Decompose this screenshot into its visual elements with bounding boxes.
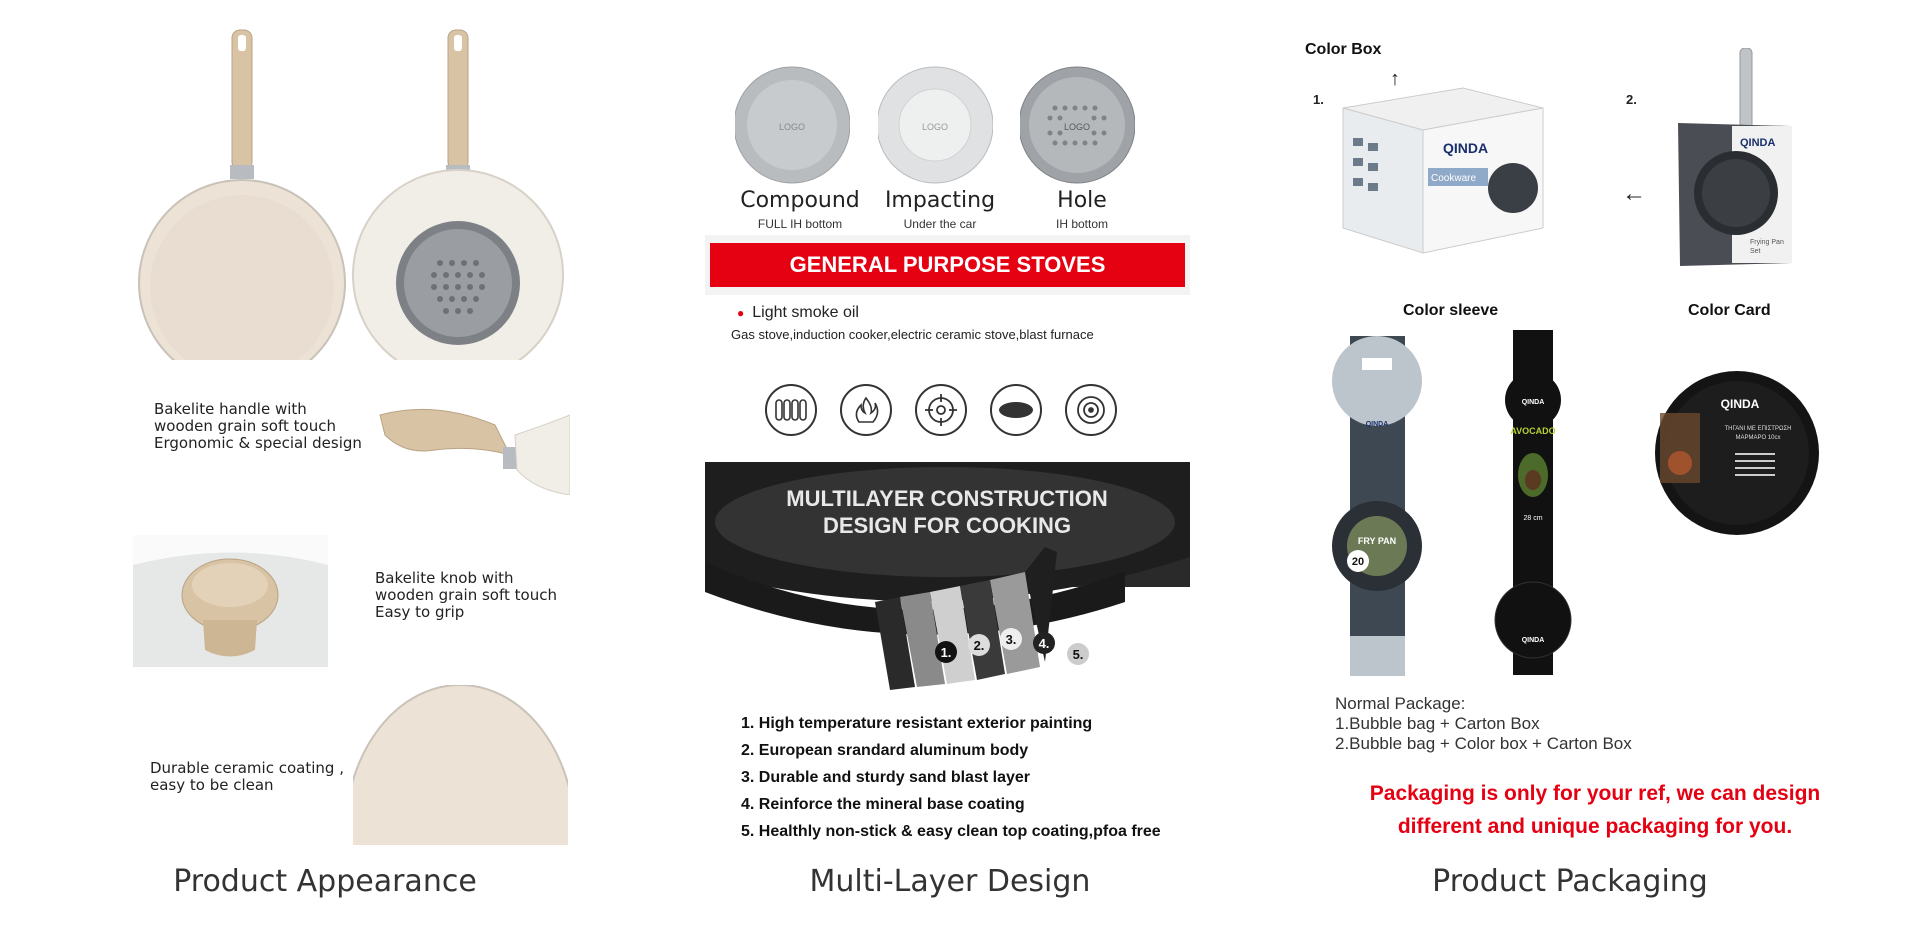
layer-number-5: 5. (1072, 647, 1084, 662)
base-title-compound: Compound (740, 188, 860, 213)
packaging-caption: Product Packaging (1432, 864, 1708, 899)
svg-text:Set: Set (1750, 248, 1761, 255)
svg-text:QINDA: QINDA (1521, 637, 1545, 644)
stove-types: Gas stove,induction cooker,electric ceramic stove,blast furnace (731, 327, 1094, 342)
induction-icon (1065, 384, 1117, 436)
arrow-up-icon: ↑ (1390, 68, 1400, 90)
svg-text:LOGO: LOGO (778, 122, 806, 132)
color-box-image (1333, 78, 1563, 258)
handle-description: Bakelite handle with wooden grain soft touch Ergonomic & special design (154, 400, 362, 452)
layer-number-3: 3. (1005, 632, 1017, 647)
construction-title-line2: DESIGN FOR COOKING (822, 513, 1072, 538)
base-title-hole: Hole (1057, 188, 1107, 213)
svg-text:LOGO: LOGO (1063, 122, 1091, 132)
feature-item: 2. European srandard aluminum body (741, 742, 1029, 759)
base-compound (735, 63, 850, 193)
svg-text:ΤΗΓΑΝΙ ΜΕ ΕΠΙΣΤΡΩΣΗ: ΤΗΓΑΝΙ ΜΕ ΕΠΙΣΤΡΩΣΗ (1724, 426, 1792, 432)
base-title-impacting: Impacting (884, 188, 996, 213)
bullet-dot-icon: ● (737, 306, 745, 320)
svg-text:ΜΑΡΜΑΡΟ 10cx: ΜΑΡΜΑΡΟ 10cx (1735, 435, 1781, 441)
feature-item: 1. High temperature resistant exterior painting (741, 715, 1093, 732)
package-number-2: 2. (1626, 92, 1637, 107)
svg-text:FRY PAN: FRY PAN (1357, 536, 1397, 546)
coating-description: Durable ceramic coating , easy to be clean (150, 759, 344, 794)
color-sleeve-image-2 (1488, 330, 1578, 675)
knob-closeup-image (133, 535, 328, 667)
svg-text:Frying Pan: Frying Pan (1750, 239, 1784, 246)
hole-base-icon (1020, 63, 1135, 188)
color-sleeve-image-1 (1330, 336, 1425, 676)
color-box-heading: Color Box (1305, 41, 1382, 58)
stove-icon-row (765, 384, 1117, 436)
svg-text:20: 20 (1351, 556, 1365, 568)
gas-burner-icon (915, 384, 967, 436)
compound-base-icon (735, 63, 850, 188)
svg-text:QINDA: QINDA (1365, 421, 1389, 428)
feature-item: 5. Healthly non-stick & easy clean top coating,pfoa free (741, 823, 1161, 840)
base-sub-compound: FULL IH bottom (757, 217, 843, 231)
multilayer-construction-image (705, 462, 1190, 692)
impacting-base-icon (878, 63, 993, 188)
coating-closeup-image (353, 685, 568, 845)
base-sub-impacting: Under the car (903, 217, 977, 231)
arrow-left-icon: ← (1622, 180, 1646, 207)
feature-item: 4. Reinforce the mineral base coating (741, 796, 1025, 813)
svg-text:Cookware: Cookware (1431, 173, 1477, 184)
normal-package-info: Normal Package: 1.Bubble bag + Carton Box 2.Bubble bag + Color box + Carton Box (1335, 694, 1632, 753)
handle-closeup-image (375, 395, 570, 495)
svg-text:QINDA: QINDA (1443, 140, 1489, 156)
package-number-1: 1. (1313, 92, 1324, 107)
layer-number-2: 2. (973, 638, 985, 653)
color-card-heading: Color Card (1688, 302, 1771, 319)
svg-text:LOGO: LOGO (921, 122, 949, 132)
svg-text:QINDA: QINDA (1740, 137, 1776, 149)
layer-number-4: 4. (1038, 636, 1050, 651)
multilayer-caption: Multi-Layer Design (809, 864, 1091, 899)
construction-title-line1: MULTILAYER CONSTRUCTION (786, 486, 1108, 511)
flame-icon (840, 384, 892, 436)
feature-list (741, 710, 1161, 845)
svg-text:28 cm: 28 cm (1523, 515, 1543, 522)
color-sleeve-heading: Color sleeve (1403, 302, 1499, 319)
pans-top-image (130, 25, 570, 360)
appearance-caption: Product Appearance (173, 864, 477, 899)
general-purpose-banner: GENERAL PURPOSE STOVES (710, 243, 1185, 287)
banner-frame (705, 235, 1190, 295)
base-sub-hole: IH bottom (1055, 217, 1109, 231)
base-hole (1020, 63, 1135, 193)
svg-text:QINDA: QINDA (1720, 397, 1760, 411)
smoke-line: ● Light smoke oil (737, 304, 859, 321)
svg-text:AVOCADO: AVOCADO (1510, 426, 1556, 436)
color-box-pan-image (1670, 48, 1810, 268)
coil-icon (765, 384, 817, 436)
feature-item: 3. Durable and sturdy sand blast layer (741, 769, 1030, 786)
knob-description: Bakelite knob with wooden grain soft touch Easy to grip (375, 569, 557, 621)
layer-number-1: 1. (940, 645, 952, 660)
ceramic-plate-icon (990, 384, 1042, 436)
svg-text:QINDA: QINDA (1521, 399, 1545, 406)
base-impacting (878, 63, 993, 193)
color-card-image (1650, 368, 1825, 538)
packaging-note: Packaging is only for your ref, we can design different and unique packaging for you. (1369, 782, 1821, 838)
